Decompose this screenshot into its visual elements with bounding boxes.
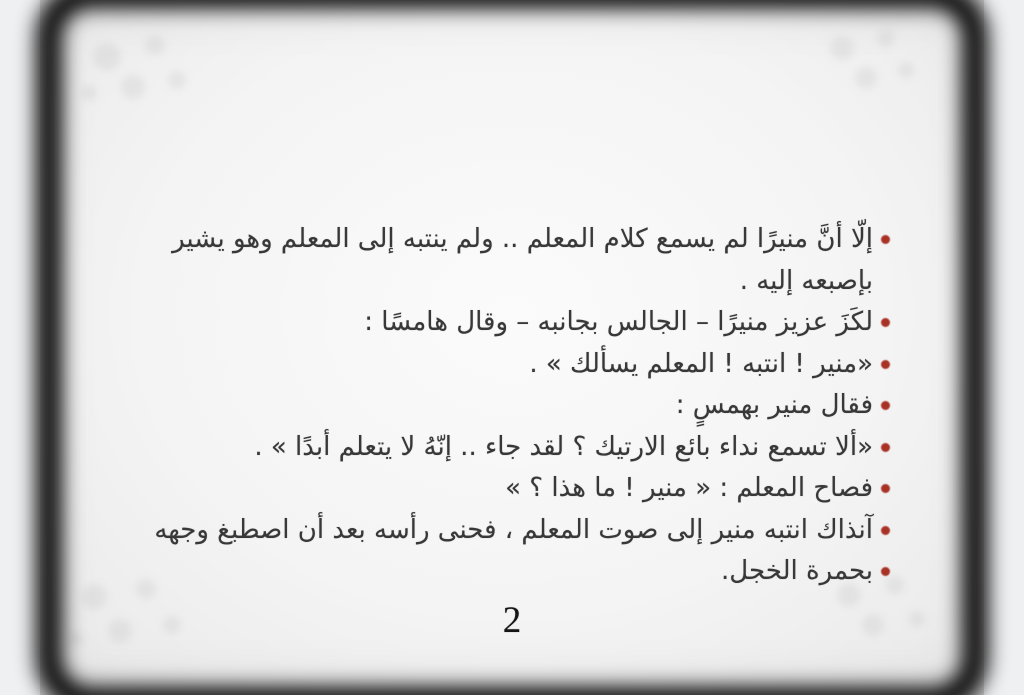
list-item: [150, 427, 873, 469]
list-item-text: آنذاك انتبه منير إلى صوت المعلم ، فحنى رأسه بعد أن اصطبغ وجهه: [154, 514, 873, 545]
list-item-text: فصاح المعلم : « منير ! ما هذا ؟ »: [505, 473, 873, 503]
ornament-flower-icon: [814, 20, 929, 110]
bullet-icon: [881, 526, 890, 535]
list-item: [150, 302, 873, 344]
list-item: [150, 385, 873, 427]
bullet-icon: [881, 318, 890, 327]
list-item: [150, 219, 873, 261]
list-item-text: لكَزَ عزيز منيرًا – الجالس بجانبه – وقال هامسًا :: [364, 307, 873, 337]
list-item: [150, 468, 873, 510]
bullet-icon: [881, 235, 890, 244]
bullet-icon: [881, 567, 890, 576]
list-item-text: «ألا تسمع نداء بائع الارتيك ؟ لقد جاء .. إنّهُ لا يتعلم أبدًا » .: [254, 431, 873, 462]
bullet-list: [150, 219, 873, 593]
page-number: 2: [502, 600, 522, 641]
list-item-text: «منير ! انتبه ! المعلم يسألك » .: [529, 348, 873, 379]
list-item: [150, 344, 873, 386]
list-item-text: إلّا أنَّ منيرًا لم يسمع كلام المعلم .. ولم ينتبه إلى المعلم وهو يشير: [172, 224, 873, 254]
bullet-icon: [881, 401, 890, 410]
bullet-icon: [881, 360, 890, 369]
list-item: [150, 510, 873, 552]
slide-page: [40, 0, 984, 695]
ornament-flower-icon: [75, 25, 205, 120]
bullet-icon: [881, 484, 890, 493]
list-item-text: فقال منير بهمسٍ :: [675, 390, 873, 420]
list-item: [150, 551, 873, 593]
list-item-continuation: [150, 261, 873, 303]
bullet-icon: [881, 443, 890, 452]
list-item-text: بإصبعه إليه .: [739, 265, 873, 296]
list-item-text: بحمرة الخجل.: [721, 556, 873, 586]
